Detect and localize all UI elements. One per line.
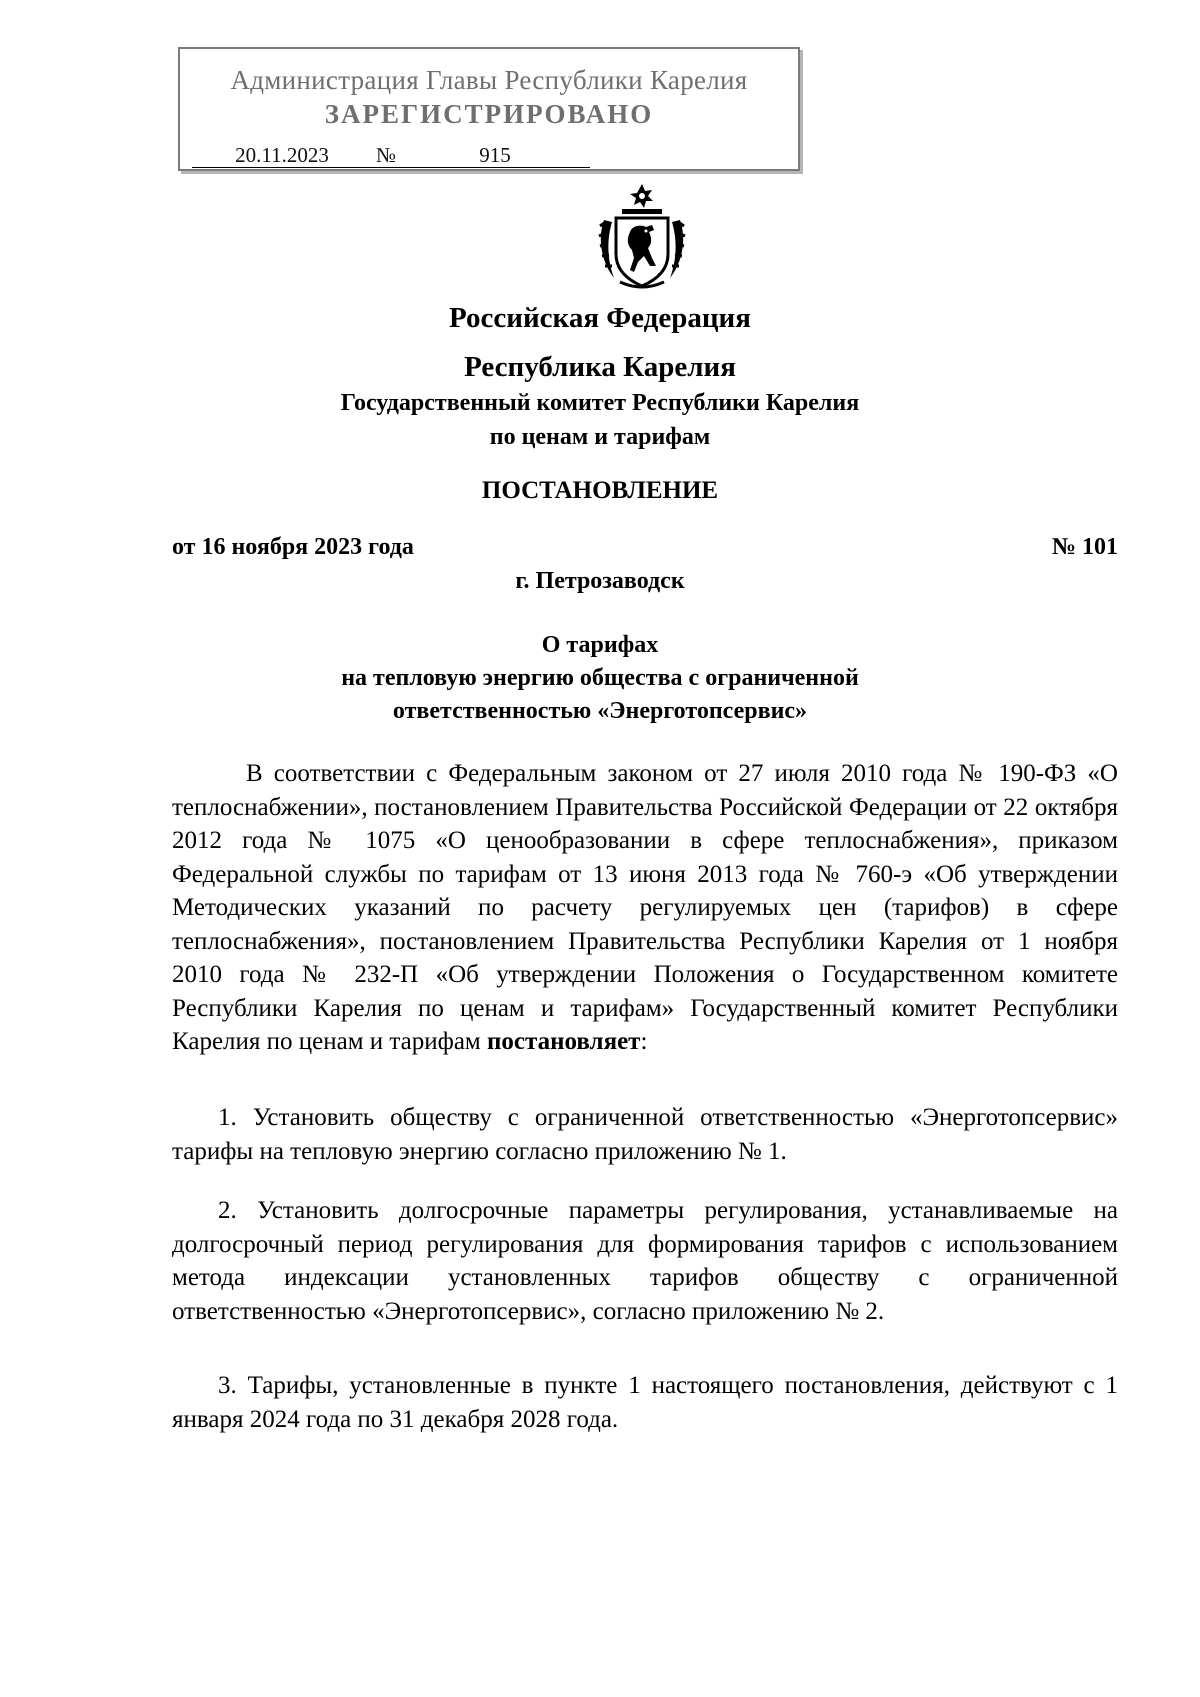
stamp-number: 915 (400, 143, 590, 168)
document-city: г. Петрозаводск (515, 568, 685, 594)
stamp-registration-line (192, 143, 590, 168)
committee-heading-line2: по ценам и тарифам (489, 424, 711, 450)
stamp-authority: Администрация Главы Республики Карелия (230, 65, 748, 95)
document-date: от 16 ноября 2023 года (172, 534, 414, 560)
republic-heading: Республика Карелия (464, 351, 736, 383)
stamp-number-sign: № (372, 143, 400, 168)
preamble-resolution-word: постановляет (487, 1028, 641, 1055)
stamp-status: ЗАРЕГИСТРИРОВАНО (324, 99, 654, 129)
resolution-item-2: 2. Установить долгосрочные параметры регулирования, устанавливаемые на долгосрочный период регулирования для формирования тарифов с использованием метода индексации установленных тарифов обществу с ограниченной ответственностью «Энерготопсервис», согласно приложению № 2. (172, 1197, 1118, 1325)
registration-stamp (178, 47, 800, 171)
country-heading: Российская Федерация (449, 302, 751, 334)
subject-line2: на тепловую энергию общества с ограниченной (341, 665, 859, 691)
document-type: ПОСТАНОВЛЕНИЕ (481, 477, 719, 504)
karelia-coat-of-arms-icon (594, 182, 690, 290)
subject-line1: О тарифах (541, 632, 659, 658)
resolution-item-1: 1. Установить обществу с ограниченной ответственностью «Энерготопсервис» тарифы на тепловую энергию согласно приложению № 1. (172, 1104, 1118, 1165)
preamble-paragraph (172, 757, 1118, 1059)
resolution-item-3: 3. Тарифы, установленные в пункте 1 настоящего постановления, действуют с 1 января 2024 года по 31 декабря 2028 года. (172, 1372, 1118, 1433)
stamp-date: 20.11.2023 (192, 143, 372, 168)
preamble-colon: : (640, 1028, 648, 1055)
subject-line3: ответственностью «Энерготопсервис» (392, 698, 808, 724)
preamble-text: В соответствии с Федеральным законом от 27 июля 2010 года № 190-ФЗ «О теплоснабжении», постановлением Правительства Российской Федерации от 22 октября 2012 года № 1075 «О ценообразовании в сфере теплоснабжения», приказом Федеральной службы по тарифам от 13 июня 2013 года № 760-э «Об утверждении Методических указаний по расчету регулируемых цен (тарифов) в сфере теплоснабжения», постановлением Правительства Республики Карелия от 1 ноября 2010 года № 232-П «Об утверждении Положения о Государственном комитете Республики Карелия по ценам и тарифам» Государственный комитет Республики Карелия по ценам и тарифам (172, 760, 1118, 1055)
committee-heading-line1: Государственный комитет Республики Карелия (340, 390, 860, 416)
document-number: № 101 (1051, 534, 1118, 560)
